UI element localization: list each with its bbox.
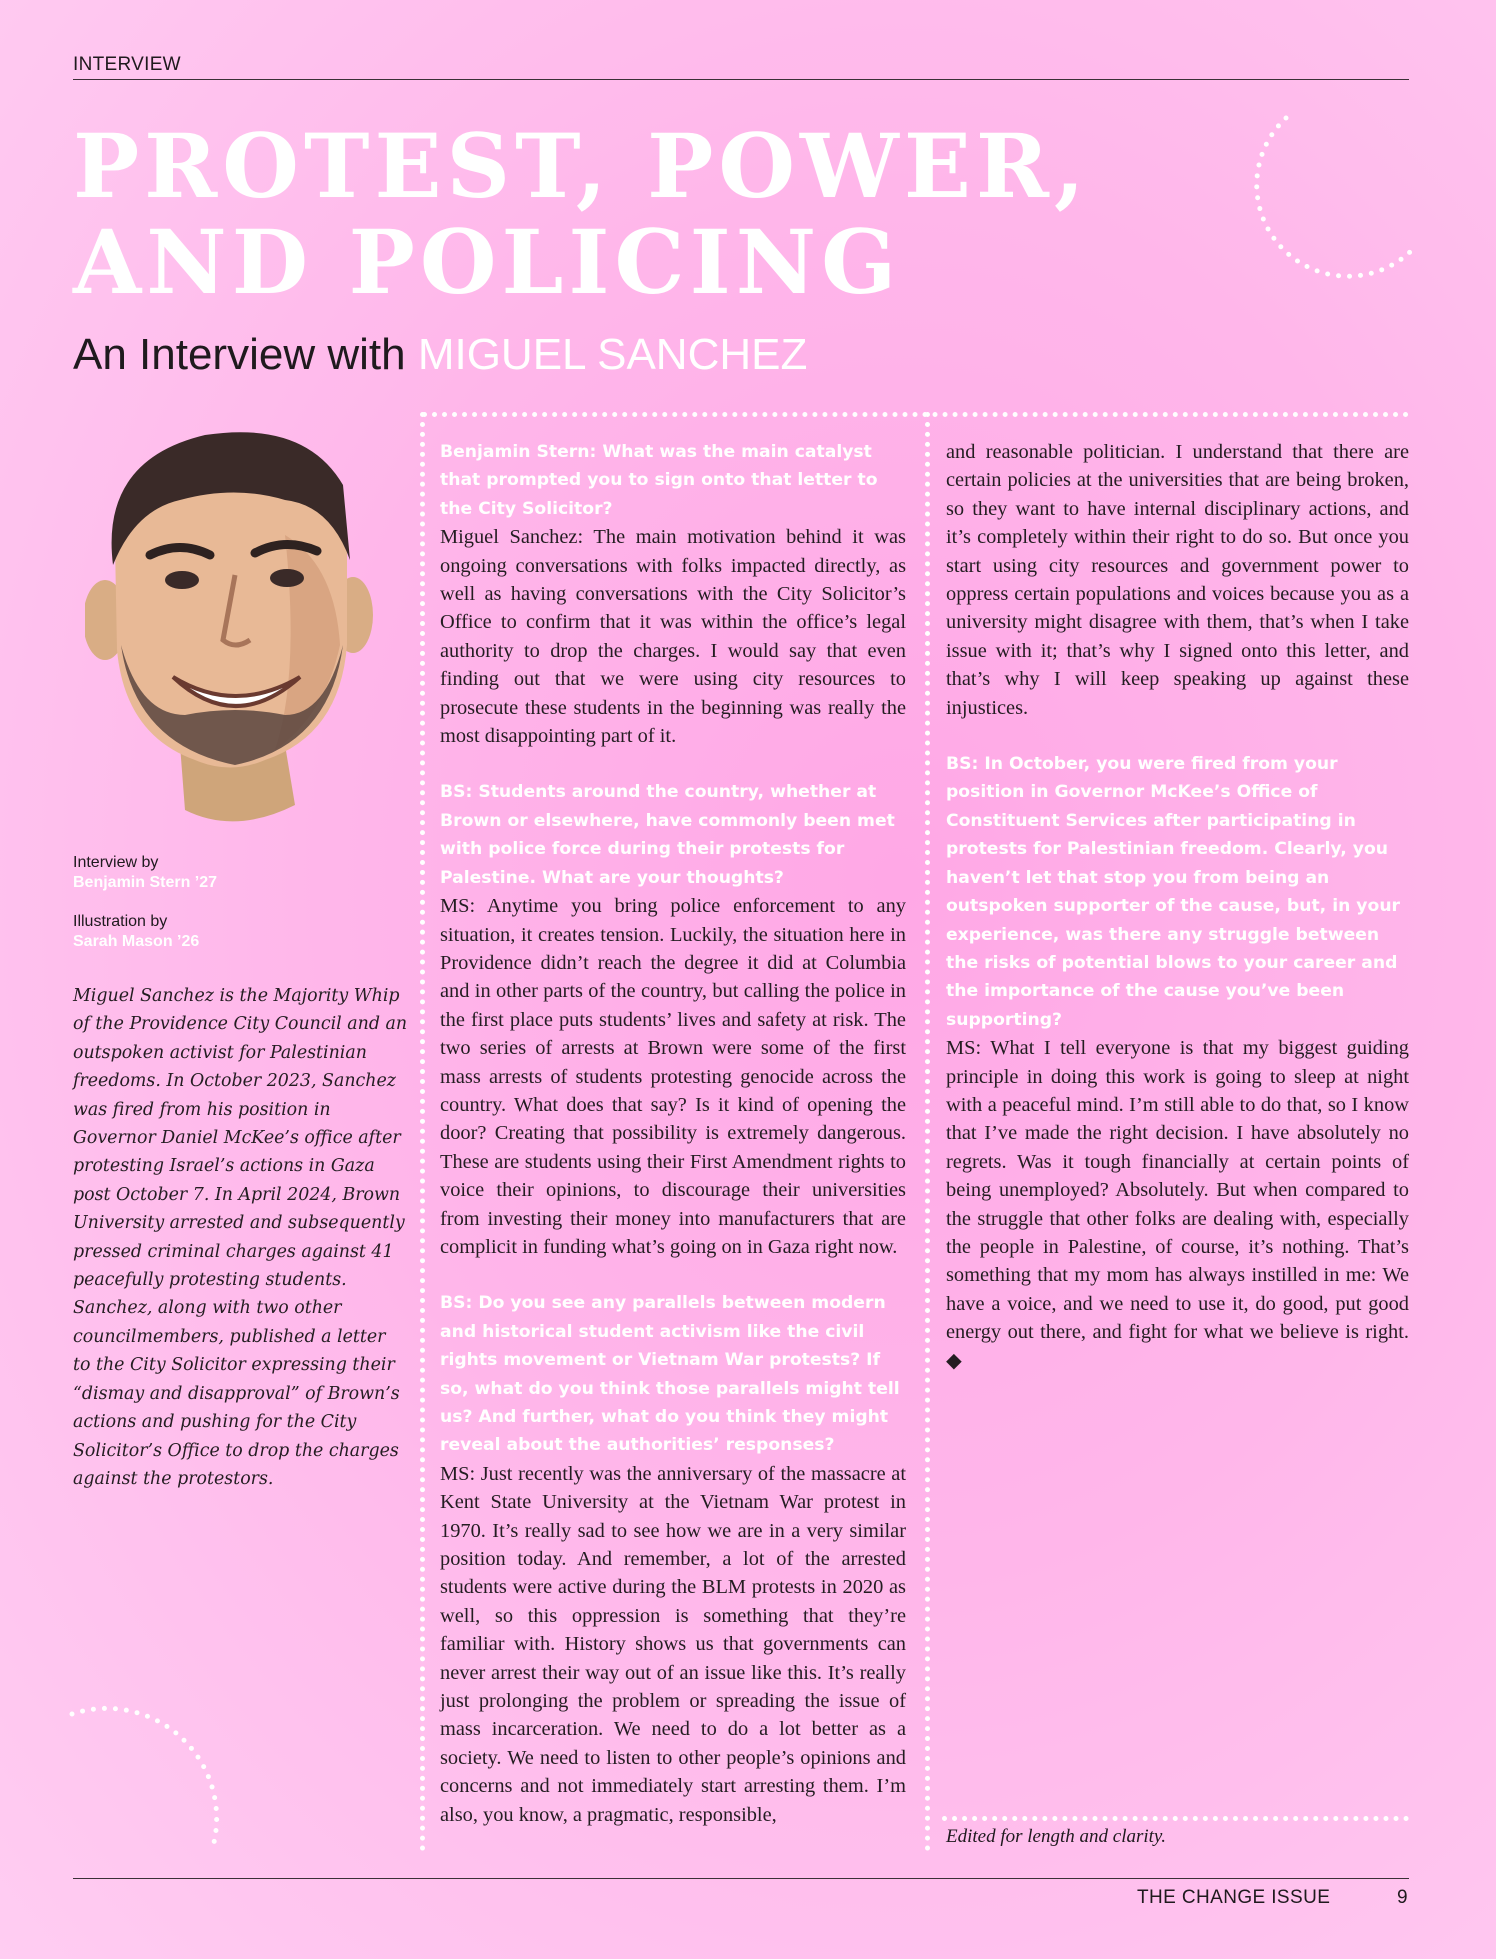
footer-rule bbox=[73, 1878, 1409, 1879]
edit-note: Edited for length and clarity. bbox=[946, 1826, 1167, 1847]
illustration-credit-label: Illustration by bbox=[73, 913, 168, 930]
question-1: Benjamin Stern: What was the main catalyst that prompted you to sign onto that letter to the City Solicitor? bbox=[440, 442, 878, 519]
dotted-divider-left bbox=[420, 412, 425, 1852]
answer-1: Miguel Sanchez: The main motivation behind it was ongoing conversations with folks impacted directly, as well as having conversations with the City Solicitor’s Office to confirm that it was within the office’s legal authority to drop the charges. I would say that even finding out that we were using city resources to prosecute these students in the beginning was really the most disappointing part of it. bbox=[440, 526, 906, 748]
illustration-credit bbox=[73, 912, 199, 952]
article-title bbox=[73, 114, 1173, 314]
interview-credit bbox=[73, 853, 217, 893]
question-4: BS: In October, you were fired from your position in Governor McKee’s Office of Constituent Services after participating in protests for Palestinian freedom. Clearly, you haven’t let that stop you from being an outspoken supporter of the cause, but, in your experience, was there any struggle between the risks of potential blows to your career and the importance of the cause you’ve been supporting? bbox=[946, 754, 1401, 1030]
header-rule bbox=[73, 79, 1409, 80]
interview-column-1 bbox=[440, 438, 906, 1857]
dotted-divider-top bbox=[422, 412, 1409, 417]
dotted-divider-bottom-right bbox=[942, 1816, 1409, 1821]
interviewer-name: Benjamin Stern ’27 bbox=[73, 874, 218, 891]
subject-name: MIGUEL SANCHEZ bbox=[417, 330, 808, 379]
answer-3: MS: Just recently was the anniversary of the massacre at Kent State University at the Vietnam War protest in 1970. It’s really sad to see how we are in a very similar position today. And remember, a lot of the arrested students were active during the BLM protests in 2020 as well, so this oppression is something that they’re familiar with. History shows us that governments can never arrest their way out of an issue like this. It’s really just prolonging the problem or spreading the issue of mass incarceration. We need to do a lot better as a society. We need to listen to other people’s opinions and concerns and not immediately start arresting them. I’m also, you know, a pragmatic, responsible, bbox=[440, 1462, 906, 1826]
title-line-1: PROTEST, POWER, bbox=[73, 114, 1090, 218]
title-line-2: AND POLICING bbox=[73, 210, 902, 314]
issue-name: THE CHANGE ISSUE bbox=[1137, 1887, 1331, 1908]
illustrator-name: Sarah Mason ’26 bbox=[73, 933, 200, 950]
page-number: 9 bbox=[1397, 1887, 1408, 1908]
answer-2: MS: Anytime you bring police enforcement to any situation, it creates tension. Luckily, the situation here in Providence didn’t reach the degree it did at Columbia and in other parts of the country, but calling the police in the first place puts students’ lives and safety at risk. The two series of arrests at Brown were some of the first mass arrests of students protesting genocide across the country. What does that say? Is it kind of opening the door? Creating that possibility is extremely dangerous. These are students using their First Amendment rights to voice their opinions, to discourage their universities from investing their money into manufacturers that are complicit in funding what’s going on in Gaza right now. bbox=[440, 895, 906, 1258]
section-label: INTERVIEW bbox=[73, 54, 181, 75]
dotted-arc-decoration-bottom bbox=[62, 1678, 252, 1868]
question-3: BS: Do you see any parallels between modern and historical student activism like the civil rights movement or Vietnam War protests? If so, what do you think those parallels might tell us? And further, what do you think they might reveal about the authorities’ responses? bbox=[440, 1293, 900, 1456]
article-subtitle bbox=[73, 330, 807, 380]
question-2: BS: Students around the country, whether at Brown or elsewhere, have commonly been met with police force during their protests for Palestine. What are your thoughts? bbox=[440, 782, 895, 888]
dotted-divider-middle bbox=[925, 412, 930, 1852]
interview-column-2 bbox=[946, 438, 1409, 1403]
portrait-illustration bbox=[85, 415, 385, 835]
answer-4: MS: What I tell everyone is that my biggest guiding principle in doing this work is going to sleep at night with a peaceful mind. I’m still able to do that, so I know that I’ve made the right decision. I have absolutely no regrets. Was it tough financially at certain points of being unemployed? Absolutely. But when compared to the struggle that other folks are dealing with, especially the people in Palestine, of course, it’s nothing. That’s something that my mom has always instilled in me: We have a voice, and we need to use it, do good, put good energy out there, and fight for what we believe is right. ◆ bbox=[946, 1037, 1409, 1372]
dotted-arc-decoration bbox=[1230, 110, 1420, 290]
subtitle-prefix: An Interview with bbox=[73, 330, 406, 379]
answer-3-continued: and reasonable politician. I understand that there are certain policies at the universities that are being broken, so they want to have internal disciplinary actions, and it’s completely within their right to do so. But once you start using city resources and government power to oppress certain populations and voices because you as a university might disagree with them, that’s when I take issue with it; that’s why I signed onto this letter, and that’s why I will keep speaking up against these injustices. bbox=[946, 441, 1409, 719]
subject-bio: Miguel Sanchez is the Majority Whip of the Providence City Council and an outspoken activist for Palestinian freedoms. In October 2023, Sanchez was fired from his position in Governor Daniel McKee’s office after protesting Israel’s actions in Gaza post October 7. In April 2024, Brown University arrested and subsequently pressed criminal charges against 41 peacefully protesting students. Sanchez, along with two other councilmembers, published a letter to the City Solicitor expressing their “dismay and disapproval” of Brown’s actions and pushing for the City Solicitor’s Office to drop the charges against the protestors. bbox=[73, 986, 408, 1489]
interview-credit-label: Interview by bbox=[73, 854, 159, 871]
